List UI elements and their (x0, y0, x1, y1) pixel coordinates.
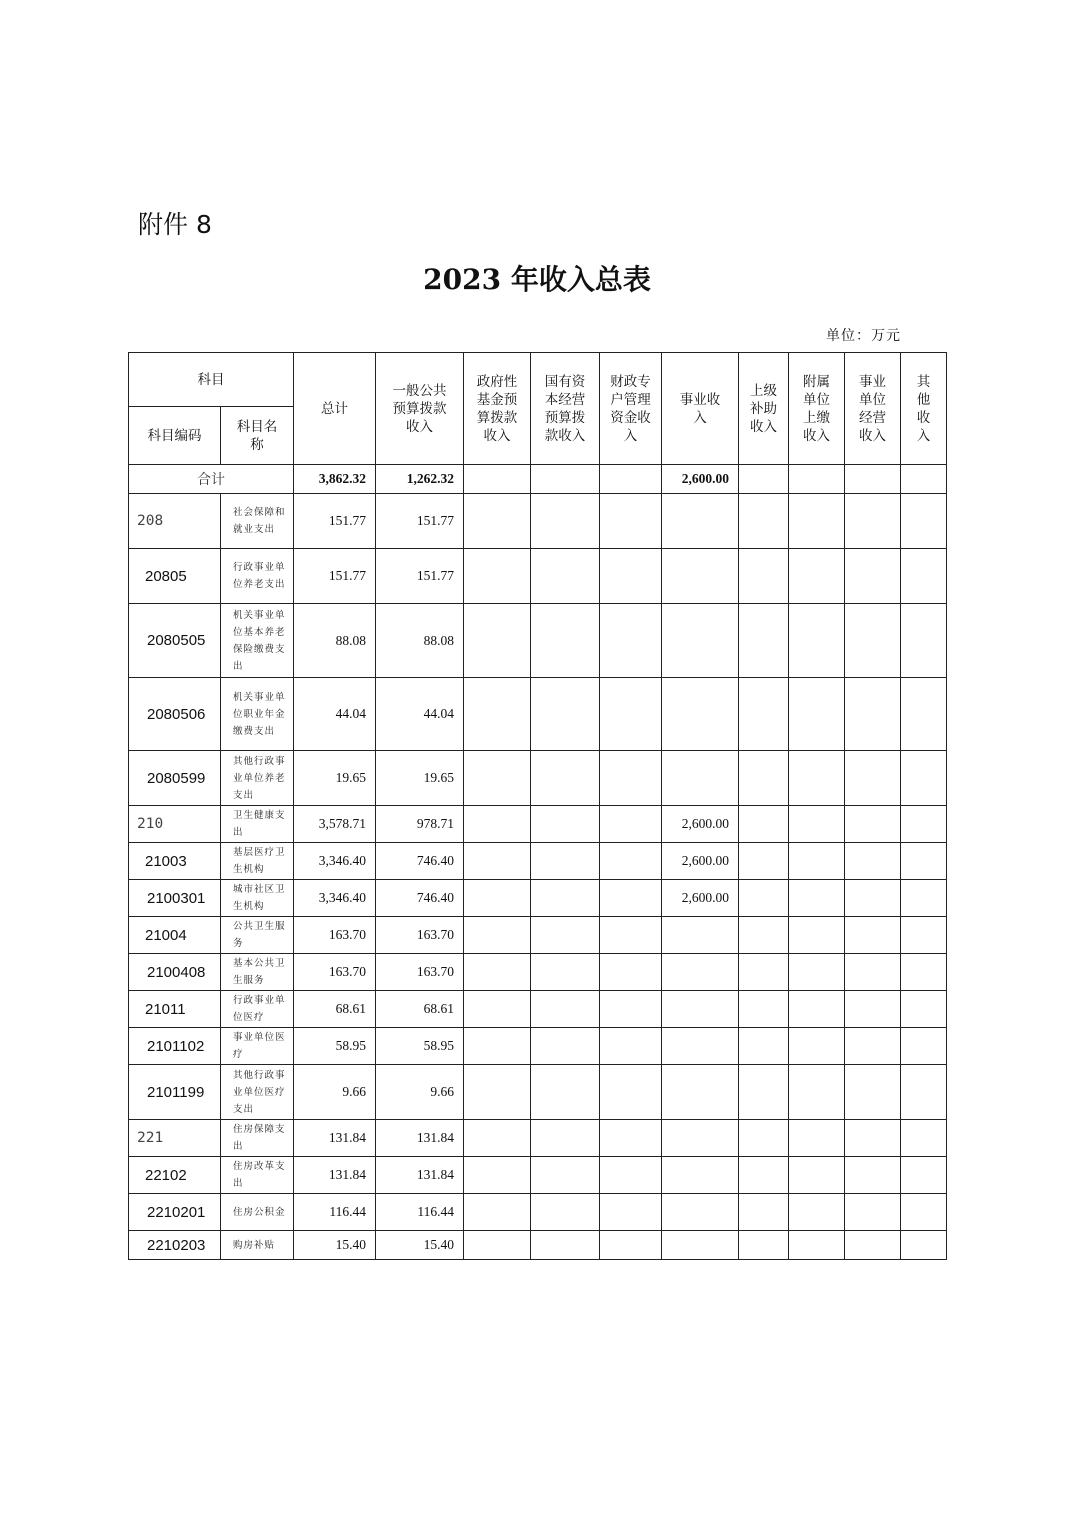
row-name: 社会保障和就业支出 (221, 494, 294, 549)
row-operation (845, 806, 901, 843)
row-fiscal-special (600, 494, 662, 549)
total-operation (845, 465, 901, 494)
row-operation (845, 917, 901, 954)
total-fiscal-special (600, 465, 662, 494)
row-name: 事业单位医疗 (221, 1028, 294, 1065)
row-fiscal-special (600, 1028, 662, 1065)
row-other (901, 1157, 947, 1194)
row-affiliated (789, 954, 845, 991)
header-general-budget-text: 一般公共预算拨款收入 (392, 382, 447, 435)
row-code: 2100408 (129, 954, 221, 991)
row-operation (845, 494, 901, 549)
row-total: 3,346.40 (294, 880, 376, 917)
header-fiscal-special-text: 财政专户管理资金收入 (610, 373, 651, 444)
row-fiscal-special (600, 917, 662, 954)
row-operation (845, 991, 901, 1028)
row-general: 151.77 (376, 494, 464, 549)
total-affiliated (789, 465, 845, 494)
header-affiliated-payment (789, 353, 845, 465)
row-gov-fund (464, 806, 531, 843)
row-operation (845, 1120, 901, 1157)
row-general: 151.77 (376, 549, 464, 604)
row-fiscal-special (600, 843, 662, 880)
row-operation (845, 1157, 901, 1194)
row-superior (739, 494, 789, 549)
header-business-operation (845, 353, 901, 465)
row-superior (739, 1120, 789, 1157)
row-gov-fund (464, 549, 531, 604)
row-gov-fund (464, 1065, 531, 1120)
total-gov-fund (464, 465, 531, 494)
row-affiliated (789, 604, 845, 678)
header-state-capital-text: 国有资本经营预算拨款收入 (544, 373, 586, 444)
header-state-capital (531, 353, 600, 465)
row-gov-fund (464, 604, 531, 678)
row-superior (739, 954, 789, 991)
header-other-income-text: 其他收入 (916, 373, 931, 444)
row-code: 2101199 (129, 1065, 221, 1120)
table-row (129, 991, 947, 1028)
row-superior (739, 1231, 789, 1260)
row-name: 其他行政事业单位养老支出 (221, 751, 294, 806)
row-fiscal-special (600, 880, 662, 917)
row-name: 基本公共卫生服务 (221, 954, 294, 991)
row-operation (845, 954, 901, 991)
row-operation (845, 1231, 901, 1260)
row-general: 116.44 (376, 1194, 464, 1231)
header-name-text: 科目名称 (236, 418, 278, 453)
row-business (662, 549, 739, 604)
row-business (662, 1028, 739, 1065)
row-general: 163.70 (376, 917, 464, 954)
row-code: 2210201 (129, 1194, 221, 1231)
row-superior (739, 991, 789, 1028)
row-gov-fund (464, 494, 531, 549)
row-general: 746.40 (376, 880, 464, 917)
row-fiscal-special (600, 991, 662, 1028)
row-other (901, 604, 947, 678)
header-name (221, 407, 294, 465)
row-business (662, 917, 739, 954)
table-row (129, 1194, 947, 1231)
row-total: 88.08 (294, 604, 376, 678)
header-affiliated-payment-text: 附属单位上缴收入 (803, 373, 830, 444)
row-superior (739, 678, 789, 751)
row-state-capital (531, 880, 600, 917)
table-row (129, 843, 947, 880)
row-state-capital (531, 604, 600, 678)
row-total: 3,578.71 (294, 806, 376, 843)
row-state-capital (531, 678, 600, 751)
row-fiscal-special (600, 1231, 662, 1260)
row-general: 746.40 (376, 843, 464, 880)
row-fiscal-special (600, 954, 662, 991)
row-superior (739, 843, 789, 880)
total-general: 1,262.32 (376, 465, 464, 494)
table-row (129, 1065, 947, 1120)
page-title: 2023 年收入总表 (423, 263, 651, 296)
row-code: 21004 (129, 917, 221, 954)
row-total: 44.04 (294, 678, 376, 751)
row-state-capital (531, 549, 600, 604)
row-code: 21003 (129, 843, 221, 880)
row-superior (739, 1065, 789, 1120)
row-operation (845, 1065, 901, 1120)
table-row (129, 917, 947, 954)
income-summary-table (128, 352, 947, 1260)
row-gov-fund (464, 1194, 531, 1231)
row-total: 116.44 (294, 1194, 376, 1231)
row-code: 2100301 (129, 880, 221, 917)
total-total: 3,862.32 (294, 465, 376, 494)
row-other (901, 1120, 947, 1157)
header-subject-group: 科目 (129, 353, 294, 407)
row-general: 58.95 (376, 1028, 464, 1065)
row-code: 21011 (129, 991, 221, 1028)
row-superior (739, 751, 789, 806)
row-total: 151.77 (294, 549, 376, 604)
table-row (129, 494, 947, 549)
row-business (662, 1231, 739, 1260)
table-row (129, 678, 947, 751)
row-operation (845, 880, 901, 917)
row-other (901, 917, 947, 954)
table-row (129, 549, 947, 604)
row-total: 58.95 (294, 1028, 376, 1065)
row-fiscal-special (600, 1065, 662, 1120)
row-state-capital (531, 1065, 600, 1120)
table-row (129, 1028, 947, 1065)
row-fiscal-special (600, 549, 662, 604)
total-state-capital (531, 465, 600, 494)
row-total: 9.66 (294, 1065, 376, 1120)
row-gov-fund (464, 1120, 531, 1157)
table-row (129, 1157, 947, 1194)
table-row (129, 604, 947, 678)
row-gov-fund (464, 843, 531, 880)
row-business (662, 1194, 739, 1231)
row-name: 行政事业单位养老支出 (221, 549, 294, 604)
header-other-income (901, 353, 947, 465)
row-other (901, 549, 947, 604)
row-total: 3,346.40 (294, 843, 376, 880)
header-superior-subsidy-text: 上级补助收入 (750, 382, 777, 435)
row-business (662, 954, 739, 991)
row-superior (739, 1194, 789, 1231)
row-fiscal-special (600, 604, 662, 678)
row-general: 978.71 (376, 806, 464, 843)
row-name: 机关事业单位基本养老保险缴费支出 (221, 604, 294, 678)
row-affiliated (789, 917, 845, 954)
row-business (662, 991, 739, 1028)
row-gov-fund (464, 917, 531, 954)
row-other (901, 1028, 947, 1065)
row-superior (739, 806, 789, 843)
row-superior (739, 1028, 789, 1065)
row-business (662, 751, 739, 806)
row-affiliated (789, 1120, 845, 1157)
row-name: 住房公积金 (221, 1194, 294, 1231)
row-gov-fund (464, 1157, 531, 1194)
row-gov-fund (464, 954, 531, 991)
row-affiliated (789, 806, 845, 843)
header-general-budget (376, 353, 464, 465)
row-other (901, 751, 947, 806)
row-state-capital (531, 806, 600, 843)
row-affiliated (789, 880, 845, 917)
row-other (901, 494, 947, 549)
row-code: 20805 (129, 549, 221, 604)
row-superior (739, 549, 789, 604)
row-gov-fund (464, 880, 531, 917)
row-state-capital (531, 1231, 600, 1260)
total-superior (739, 465, 789, 494)
row-name: 住房保障支出 (221, 1120, 294, 1157)
total-other (901, 465, 947, 494)
header-superior-subsidy (739, 353, 789, 465)
row-name: 基层医疗卫生机构 (221, 843, 294, 880)
row-general: 19.65 (376, 751, 464, 806)
row-other (901, 1231, 947, 1260)
row-general: 131.84 (376, 1157, 464, 1194)
row-business (662, 1157, 739, 1194)
attachment-label: 附件 8 (138, 210, 212, 239)
row-general: 15.40 (376, 1231, 464, 1260)
row-affiliated (789, 549, 845, 604)
row-other (901, 843, 947, 880)
row-superior (739, 1157, 789, 1194)
row-business: 2,600.00 (662, 880, 739, 917)
row-state-capital (531, 843, 600, 880)
header-business-operation-text: 事业单位经营收入 (859, 373, 886, 444)
header-code: 科目编码 (129, 407, 221, 465)
row-other (901, 1065, 947, 1120)
row-general: 68.61 (376, 991, 464, 1028)
row-affiliated (789, 1065, 845, 1120)
row-other (901, 991, 947, 1028)
row-code: 22102 (129, 1157, 221, 1194)
total-business: 2,600.00 (662, 465, 739, 494)
row-total: 163.70 (294, 917, 376, 954)
row-other (901, 678, 947, 751)
total-row (129, 465, 947, 494)
table-row (129, 954, 947, 991)
row-other (901, 880, 947, 917)
unit-label: 单位：万元 (826, 328, 901, 344)
row-operation (845, 1194, 901, 1231)
row-fiscal-special (600, 1194, 662, 1231)
row-total: 163.70 (294, 954, 376, 991)
row-general: 44.04 (376, 678, 464, 751)
row-business (662, 1120, 739, 1157)
row-business (662, 1065, 739, 1120)
row-name: 卫生健康支出 (221, 806, 294, 843)
row-general: 88.08 (376, 604, 464, 678)
row-name: 城市社区卫生机构 (221, 880, 294, 917)
row-total: 151.77 (294, 494, 376, 549)
row-general: 131.84 (376, 1120, 464, 1157)
row-general: 9.66 (376, 1065, 464, 1120)
row-state-capital (531, 954, 600, 991)
row-state-capital (531, 494, 600, 549)
row-state-capital (531, 1194, 600, 1231)
row-name: 购房补贴 (221, 1231, 294, 1260)
row-code: 2101102 (129, 1028, 221, 1065)
row-state-capital (531, 991, 600, 1028)
row-code: 2210203 (129, 1231, 221, 1260)
row-operation (845, 678, 901, 751)
header-fiscal-special (600, 353, 662, 465)
row-state-capital (531, 917, 600, 954)
row-business (662, 604, 739, 678)
row-gov-fund (464, 751, 531, 806)
row-business (662, 678, 739, 751)
row-name: 行政事业单位医疗 (221, 991, 294, 1028)
table-row (129, 806, 947, 843)
row-fiscal-special (600, 751, 662, 806)
row-total: 15.40 (294, 1231, 376, 1260)
row-code: 2080506 (129, 678, 221, 751)
row-gov-fund (464, 678, 531, 751)
header-total: 总计 (294, 353, 376, 465)
row-state-capital (531, 1120, 600, 1157)
header-business-income-text: 事业收入 (679, 391, 721, 426)
row-code: 221 (129, 1120, 221, 1157)
row-other (901, 806, 947, 843)
row-total: 131.84 (294, 1157, 376, 1194)
row-affiliated (789, 843, 845, 880)
row-affiliated (789, 1157, 845, 1194)
row-superior (739, 917, 789, 954)
row-business: 2,600.00 (662, 843, 739, 880)
row-other (901, 1194, 947, 1231)
row-affiliated (789, 991, 845, 1028)
row-fiscal-special (600, 1120, 662, 1157)
row-superior (739, 880, 789, 917)
row-gov-fund (464, 1231, 531, 1260)
row-business (662, 494, 739, 549)
row-superior (739, 604, 789, 678)
row-code: 2080599 (129, 751, 221, 806)
row-code: 210 (129, 806, 221, 843)
header-gov-fund-text: 政府性基金预算拨款收入 (476, 373, 518, 444)
row-affiliated (789, 678, 845, 751)
table-row (129, 1120, 947, 1157)
row-state-capital (531, 1028, 600, 1065)
table-row (129, 880, 947, 917)
row-total: 68.61 (294, 991, 376, 1028)
row-affiliated (789, 494, 845, 549)
row-total: 131.84 (294, 1120, 376, 1157)
row-operation (845, 1028, 901, 1065)
row-state-capital (531, 1157, 600, 1194)
table-row (129, 1231, 947, 1260)
header-business-income (662, 353, 739, 465)
row-name: 公共卫生服务 (221, 917, 294, 954)
row-total: 19.65 (294, 751, 376, 806)
row-code: 208 (129, 494, 221, 549)
row-general: 163.70 (376, 954, 464, 991)
row-name: 其他行政事业单位医疗支出 (221, 1065, 294, 1120)
row-code: 2080505 (129, 604, 221, 678)
row-name: 住房改革支出 (221, 1157, 294, 1194)
row-affiliated (789, 1194, 845, 1231)
row-operation (845, 604, 901, 678)
row-business: 2,600.00 (662, 806, 739, 843)
row-fiscal-special (600, 806, 662, 843)
row-fiscal-special (600, 678, 662, 751)
row-gov-fund (464, 1028, 531, 1065)
row-operation (845, 843, 901, 880)
header-gov-fund (464, 353, 531, 465)
row-affiliated (789, 1028, 845, 1065)
row-affiliated (789, 1231, 845, 1260)
row-operation (845, 751, 901, 806)
row-gov-fund (464, 991, 531, 1028)
total-label: 合计 (129, 465, 294, 494)
row-state-capital (531, 751, 600, 806)
row-other (901, 954, 947, 991)
row-fiscal-special (600, 1157, 662, 1194)
row-affiliated (789, 751, 845, 806)
row-name: 机关事业单位职业年金缴费支出 (221, 678, 294, 751)
row-operation (845, 549, 901, 604)
table-row (129, 751, 947, 806)
